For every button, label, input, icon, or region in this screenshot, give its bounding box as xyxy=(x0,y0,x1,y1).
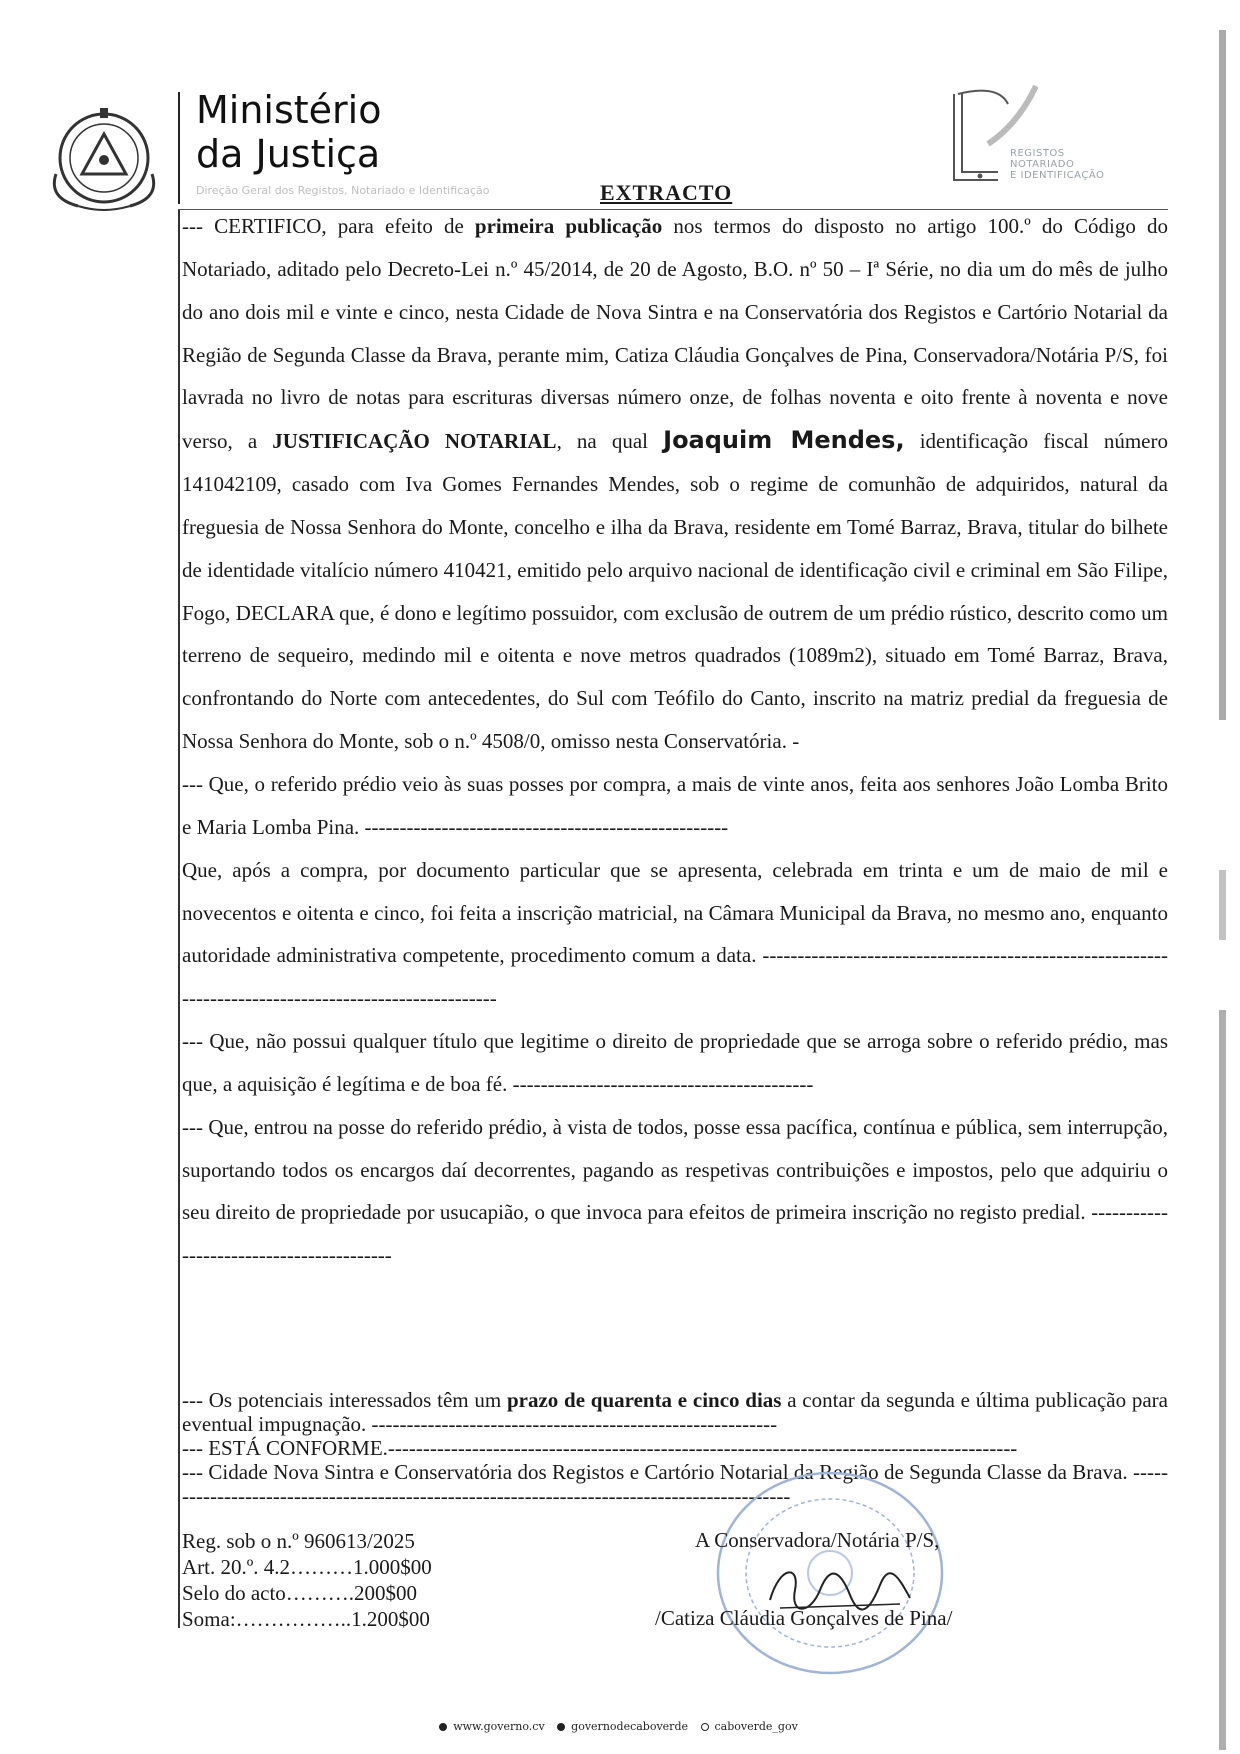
paragraph-titulo: --- Que, não possui qualquer título que legitime o direito de propriedade que se arroga sobre o referido prédio, mas que, a aquisição é legítima e de boa fé. ------------------------------------------- xyxy=(182,1029,1168,1096)
paragraph-inscricao: Que, após a compra, por documento particular que se apresenta, celebrada em trinta e um de maio de mil e novecentos e oitenta e cinco, foi feita a inscrição matricial, na Câmara Municipal da Brava, no mesmo ano, enquanto autoridade administrativa competente, procedimento comum a data. ------------------------------------------------------------------------------------------------------- xyxy=(182,857,1168,1011)
rni-line-1: REGISTOS xyxy=(1010,148,1065,159)
footer-instagram[interactable]: caboverde_gov xyxy=(701,1720,801,1733)
paragraph-posse: --- Que, entrou na posse do referido prédio, à vista de todos, posse essa pacífica, contínua e pública, sem interrupção, suportando todos os encargos daí decorrentes, pagando as respetivas contribuições e impostos, pelo que adquiriu o seu direito de propriedade por usucapião, o que invoca para efeitos de primeira inscrição no registo predial. ----------------------------------------- xyxy=(182,1114,1168,1268)
document-body xyxy=(182,205,1168,1277)
document-title: EXTRACTO xyxy=(600,180,733,205)
paragraph-local: --- Cidade Nova Sintra e Conservatória dos Registos e Cartório Notarial da Região de Segunda Classe da Brava. -------------------------------------------------------------------------------------------- xyxy=(182,1460,1168,1508)
department-name: Direção Geral dos Registos, Notariado e Identificação xyxy=(196,184,490,197)
scan-edge xyxy=(1219,1010,1226,1750)
paragraph-certifico: --- CERTIFICO, para efeito de primeira publicação nos termos do disposto no artigo 100.º do Código do Notariado, aditado pelo Decreto-Lei n.º 45/2014, de 20 de Agosto, B.O. nº 50 – Iª Série, no dia um do mês de julho do ano dois mil e vinte e cinco, nesta Cidade de Nova Sintra e na Conservatória dos Registos e Cartório Notarial da Região de Segunda Classe da Brava, perante mim, Catiza Cláudia Gonçalves de Pina, Conservadora/Notária P/S, foi lavrada no livro de notas para escrituras diversas número onze, de folhas noventa e oito frente à noventa e nove verso, a JUSTIFICAÇÃO NOTARIAL, na qual Joaquim Mendes, identificação fiscal número 141042109, casado com Iva Gomes Fernandes Mendes, sob o regime de comunhão de adquiridos, natural da freguesia de Nossa Senhora do Monte, concelho e ilha da Brava, residente em Tomé Barraz, Brava, titular do bilhete de identidade vitalício número 410421, emitido pelo arquivo nacional de identificação civil e criminal em São Filipe, Fogo, DECLARA que, é dono e legítimo possuidor, com exclusão de outrem de um prédio rústico, descrito como um terreno de sequeiro, medindo mil e oitenta e nove metros quadrados (1089m2), situado em Tomé Barraz, Brava, confrontando do Norte com antecedentes, do Sul com Teófilo do Canto, inscrito na matriz predial da freguesia de Nossa Senhora do Monte, sob o n.º 4508/0, omisso nesta Conservatória. - xyxy=(182,214,1169,754)
instagram-icon xyxy=(701,1723,709,1731)
header-divider xyxy=(178,92,180,204)
rni-line-2: NOTARIADO xyxy=(1010,159,1075,170)
closing-block xyxy=(182,1388,1168,1508)
emphasis: JUSTIFICAÇÃO NOTARIAL xyxy=(272,429,557,454)
globe-icon xyxy=(439,1723,447,1731)
facebook-icon xyxy=(557,1723,565,1731)
fees-block xyxy=(182,1528,432,1632)
ministry-name xyxy=(196,88,382,176)
footer-facebook[interactable]: governodecaboverde xyxy=(557,1720,691,1733)
fee-stamp: Selo do acto……….200$00 xyxy=(182,1581,418,1605)
footer xyxy=(0,1720,1240,1733)
emphasis: prazo de quarenta e cinco dias xyxy=(506,1388,782,1412)
signatory-name: /Catiza Cláudia Gonçalves de Pina/ xyxy=(655,1606,953,1630)
paragraph-compra: --- Que, o referido prédio veio às suas posses por compra, a mais de vinte anos, feita aos senhores João Lomba Brito e Maria Lomba Pina. ---------------------------------------------------- xyxy=(182,771,1168,839)
scan-edge xyxy=(1219,870,1226,940)
margin-line xyxy=(178,210,180,1628)
emphasis: primeira publicação xyxy=(474,214,663,238)
fee-total: Soma:……………..1.200$00 xyxy=(182,1607,430,1631)
paragraph-prazo: --- Os potenciais interessados têm um prazo de quarenta e cinco dias a contar da segunda e última publicação para eventual impugnação. ---------------------------------------------------------- xyxy=(182,1388,1168,1436)
fee-article: Art. 20.º. 4.2………1.000$00 xyxy=(182,1555,432,1579)
rni-label xyxy=(1010,148,1104,181)
rni-line-3: E IDENTIFICAÇÃO xyxy=(1010,170,1105,181)
footer-site[interactable]: www.governo.cv xyxy=(439,1720,547,1733)
scan-edge xyxy=(1219,30,1226,720)
registration-number: Reg. sob o n.º 960613/2025 xyxy=(182,1529,415,1553)
national-emblem-icon xyxy=(38,88,170,220)
signatory-title: A Conservadora/Notária P/S, xyxy=(695,1528,940,1552)
ministry-line-1: Ministério xyxy=(196,88,382,132)
paragraph-conforme: --- ESTÁ CONFORME.------------------------------------------------------------------------------------------ xyxy=(182,1436,1018,1460)
declarant-name: Joaquim Mendes, xyxy=(663,426,905,455)
ministry-line-2: da Justiça xyxy=(196,132,381,176)
